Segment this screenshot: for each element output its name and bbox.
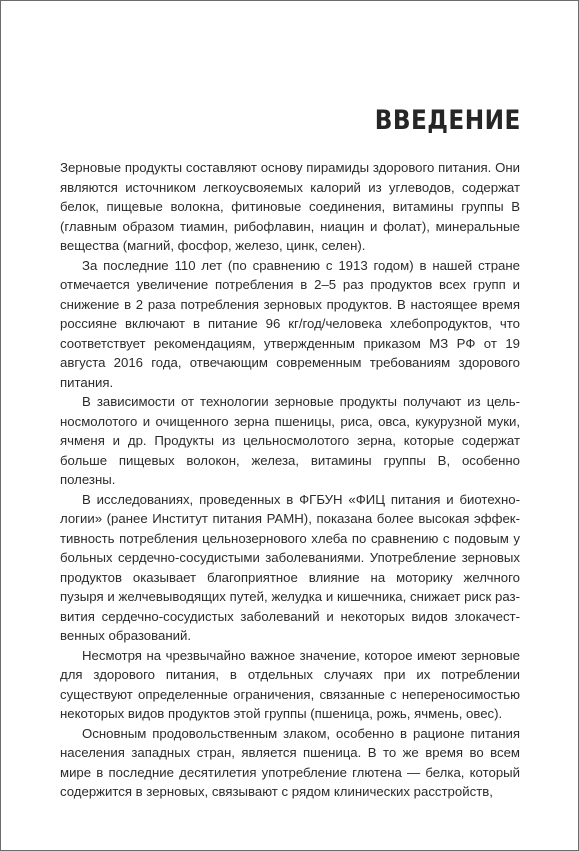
paragraph: В исследованиях, проведенных в ФГБУН «ФИЦ питания и биотехнологии» (ранее Институт питания РАМН), показана более высокая эффективность потребления цельнозернового хлеба по сравнению с подовым у больных сердечно-сосудистыми заболеваниями. Употребление зерновых продуктов оказывает благоприятное влияние на моторику желчного пузыря и желчевыводящих путей, желудка и кишечника, снижает риск развития сердечно-сосудистых заболеваний и некоторых видов злокачественных образований. <box>60 491 520 643</box>
paragraph: В зависимости от технологии зерновые продукты получают из цельносмолотого и очищенного зерна пшеницы, риса, овса, кукурузной муки, ячменя и др. Продукты из цельносмолотого зерна, которые содержат больше пищевых волокон, железа, витамины группы В, особенно полезны. <box>60 394 520 487</box>
paragraph: Основным продовольственным злаком, особенно в рационе питания населения западных стран, является пшеница. В то же время во всем мире в последние десятилетия употребление глютена — белка, который содержится в зерновых, связывают с рядом клинических расстройств, <box>60 725 520 799</box>
paragraph: За последние 110 лет (по сравнению с 1913 годом) в нашей стране отмечается увеличение потребления в 2–5 раз продуктов всех групп и снижение в 2 раза потребления зерновых продуктов. В настоящее время россияне включают в питание 96 кг/год/человека хлебопродуктов, что соответствует рекомендациям, утвержденным приказом МЗ РФ от 19 августа 2016 года, отвечающим современным требованиям здорового питания. <box>60 257 520 390</box>
chapter-title: ВВЕДЕНИЕ <box>375 105 521 136</box>
body-text <box>60 158 520 802</box>
paragraph: Зерновые продукты составляют основу пирамиды здорового питания. Они являются источником легкоусвояемых калорий из углеводов, содержат белок, пищевые волокна, фитиновые соединения, витамины группы В (главным образом тиамин, рибофлавин, ниацин и фолат), минеральные вещества (магний, фосфор, железо, цинк, селен). <box>60 160 520 253</box>
paragraph: Несмотря на чрезвычайно важное значение, которое имеют зерновые для здорового питания, в отдельных случаях при их потреблении существуют определенные ограничения, связанные с непереносимостью некоторых видов продуктов этой группы (пшеница, рожь, ячмень, овес). <box>60 647 520 721</box>
